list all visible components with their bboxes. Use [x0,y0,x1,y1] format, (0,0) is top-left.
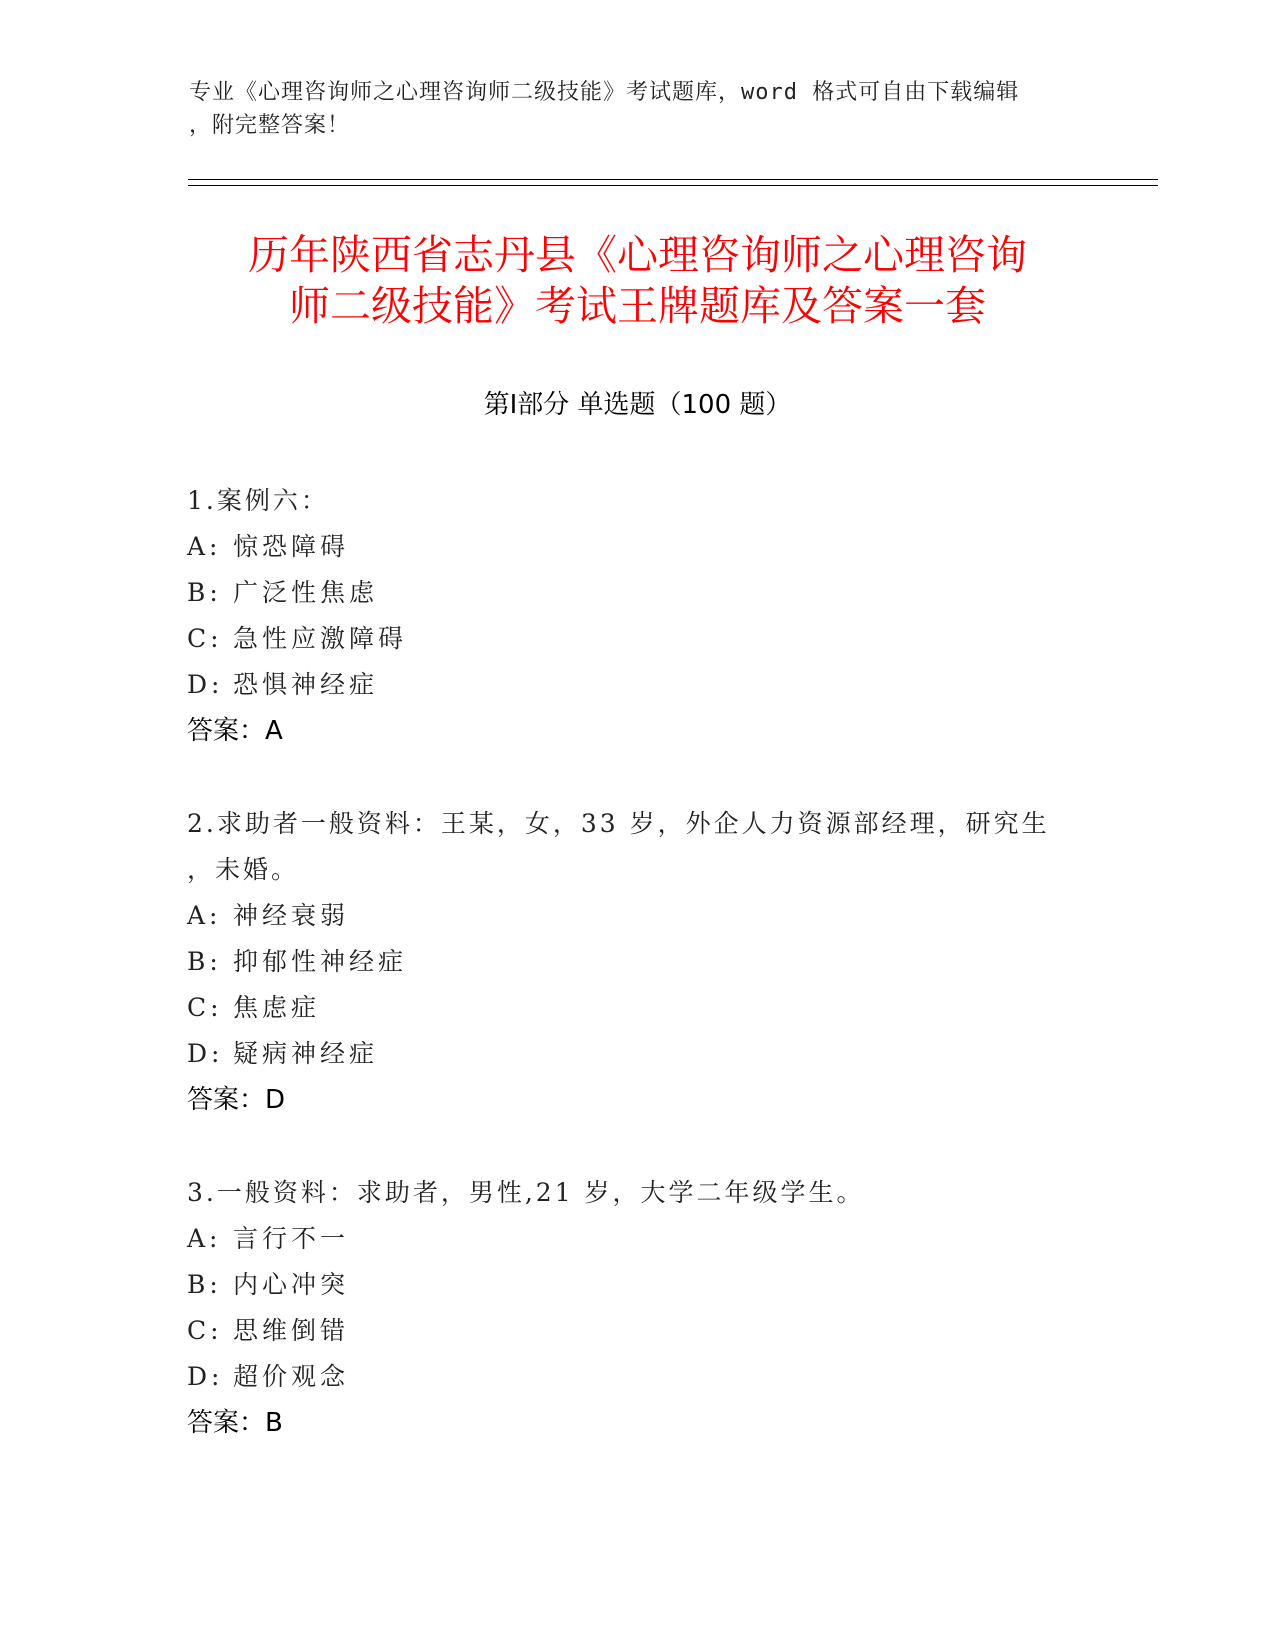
option-key: B: [187,1270,222,1299]
option-b [187,1262,1087,1308]
option-c [187,616,1087,662]
option-text: 内心冲突 [233,1270,350,1299]
question-2 [187,801,1087,1123]
option-d [187,1031,1087,1077]
header-note-line-2: ，附完整答案！ [189,113,351,138]
document-title-line-2: 师二级技能》考试王牌题库及答案一套 [289,282,986,330]
option-key: C: [187,993,223,1022]
option-key: A: [187,532,222,561]
document-title [140,230,1135,332]
document-title-line-1: 历年陕西省志丹县《心理咨询师之心理咨询 [248,231,1027,279]
option-text: 神经衰弱 [233,901,350,930]
option-a [187,893,1087,939]
section-heading: 第Ⅰ部分 单选题（100 题） [483,390,792,420]
option-b [187,939,1087,985]
question-list [187,478,1087,1493]
answer-line: 答案：B [187,1408,283,1438]
header-rule-bottom [188,185,1158,186]
header-rule-top [188,179,1158,180]
header-note [189,76,1089,142]
option-key: B: [187,578,222,607]
option-text: 思维倒错 [233,1316,350,1345]
option-text: 疑病神经症 [233,1039,379,1068]
question-1 [187,478,1087,754]
option-key: C: [187,1316,223,1345]
option-c [187,1308,1087,1354]
option-d [187,1354,1087,1400]
option-text: 惊恐障碍 [233,532,350,561]
option-text: 言行不一 [233,1224,350,1253]
question-stem-continued: ，未婚。 [187,855,300,884]
option-key: C: [187,624,223,653]
question-stem: 3.一般资料：求助者，男性,21 岁，大学二年级学生。 [187,1178,865,1207]
option-key: B: [187,947,222,976]
answer-line: 答案：D [187,1085,286,1115]
option-key: A: [187,1224,222,1253]
question-stem: 2.求助者一般资料：王某，女，33 岁，外企人力资源部经理，研究生 [187,809,1050,838]
option-a [187,1216,1087,1262]
option-key: A: [187,901,222,930]
option-key: D: [187,1039,224,1068]
option-a [187,524,1087,570]
option-text: 急性应激障碍 [233,624,408,653]
option-key: D: [187,670,224,699]
option-text: 抑郁性神经症 [233,947,408,976]
option-c [187,985,1087,1031]
option-b [187,570,1087,616]
option-text: 恐惧神经症 [233,670,379,699]
option-text: 广泛性焦虑 [233,578,379,607]
option-text: 超价观念 [233,1362,350,1391]
option-d [187,662,1087,708]
answer-line: 答案：A [187,716,283,746]
header-note-line-1: 专业《心理咨询师之心理咨询师二级技能》考试题库，word 格式可自由下载编辑 [189,80,1020,105]
option-key: D: [187,1362,224,1391]
question-stem: 1.案例六： [187,486,329,515]
option-text: 焦虑症 [233,993,321,1022]
question-3 [187,1170,1087,1446]
